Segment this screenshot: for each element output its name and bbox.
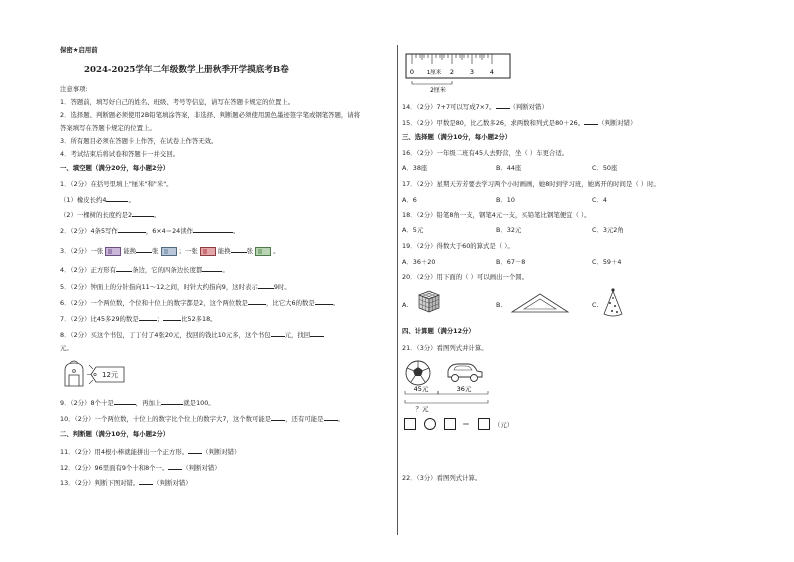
ruler-brace bbox=[412, 81, 452, 84]
question-1b bbox=[60, 210, 160, 219]
question-text: ； bbox=[156, 315, 164, 323]
section-heading: 二、判断题（满分10分，每小题2分） bbox=[60, 430, 170, 438]
option-b[interactable]: B．44座 bbox=[496, 164, 522, 172]
question-text: （判断对错） bbox=[182, 464, 221, 472]
option-c[interactable]: C．59＋4 bbox=[592, 258, 622, 266]
question-text: 5．（2分）钟面上的分针指向11～12之间，时针大约指向9，这时表示 bbox=[60, 283, 258, 291]
question-20: 20．（2分）用下面的（ ）可以画出一个圆。 bbox=[402, 273, 529, 281]
answer-blank[interactable] bbox=[315, 298, 333, 305]
operator-circle[interactable] bbox=[424, 418, 436, 430]
answer-blank[interactable] bbox=[202, 265, 222, 272]
answer-blank[interactable] bbox=[118, 226, 146, 233]
question-19: 19．（2分）得数大于60的算式是（ ）。 bbox=[402, 242, 514, 250]
question-text: （判断对错） bbox=[509, 103, 548, 111]
equals-sign: ＝ bbox=[462, 420, 470, 429]
question-6 bbox=[60, 298, 339, 307]
answer-blank[interactable] bbox=[496, 102, 510, 109]
question-text: 2．（2分）4条5写作 bbox=[60, 227, 118, 235]
answer-blank[interactable] bbox=[116, 265, 132, 272]
option-b[interactable]: B. bbox=[496, 301, 503, 309]
question-text: 13．（2分）判断下图对错。 bbox=[60, 479, 140, 487]
question-text: ，再加上 bbox=[135, 399, 162, 407]
banknote-icon bbox=[161, 247, 177, 256]
question-22: 22．（3分）看图列式计算。 bbox=[402, 474, 482, 482]
price-label: 36元 bbox=[456, 385, 472, 393]
question-text: ，还有可能是 bbox=[285, 415, 324, 423]
question-text: 3．（2分）一张 bbox=[60, 247, 104, 255]
rubiks-cube-icon bbox=[416, 288, 442, 314]
ruler-tick-label: 3 bbox=[469, 68, 475, 76]
right-column bbox=[402, 0, 742, 562]
question-text: （1）橡皮长约4 bbox=[60, 196, 107, 204]
answer-blank[interactable] bbox=[114, 398, 136, 405]
answer-box[interactable] bbox=[404, 418, 416, 430]
question-2 bbox=[60, 226, 239, 235]
answer-blank[interactable] bbox=[310, 330, 324, 337]
note-item: 1．答题前，填写好自己的姓名、班级、考号等信息，请写在答题卡规定的位置上。 bbox=[60, 98, 295, 106]
page-title: 2024-2025学年二年级数学上册秋季开学摸底考B卷 bbox=[84, 65, 289, 75]
left-column bbox=[60, 0, 398, 562]
answer-blank[interactable] bbox=[271, 414, 285, 421]
toy-car-icon bbox=[448, 364, 482, 382]
answer-blank[interactable] bbox=[132, 210, 154, 217]
question-text: 张 bbox=[152, 247, 159, 255]
banknote-icon bbox=[200, 247, 216, 256]
question-text: 10．（2分）一个两位数，十位上的数字比个位上的数字大7，这个数可能是 bbox=[60, 415, 272, 423]
ruler-illustration bbox=[404, 50, 516, 94]
ruler-body bbox=[406, 54, 510, 78]
question-1: 1．（2分）在括号里填上"厘米"和"米"。 bbox=[60, 180, 173, 188]
notes-heading: 注意事项: bbox=[60, 85, 88, 93]
question-text: 能换 bbox=[217, 247, 231, 255]
option-a[interactable]: A．36＋20 bbox=[402, 258, 436, 266]
question-text: （判断对错） bbox=[202, 448, 241, 456]
question-text: 。 bbox=[128, 196, 135, 204]
question-text: （2）一棵树的长度约是2 bbox=[60, 211, 133, 219]
total-bracket-line bbox=[405, 400, 488, 403]
banknote-icon bbox=[105, 247, 121, 256]
question-text: （判断对错） bbox=[598, 119, 637, 127]
question-8 bbox=[60, 330, 324, 339]
note-item: 2．选择题、判断题必须使用2B铅笔填涂答案，非选择、判断题必须使用黑色墨迹签字笔或钢笔答题，请将 bbox=[60, 111, 361, 119]
question-14 bbox=[402, 102, 548, 111]
option-b[interactable]: B．10 bbox=[496, 196, 515, 204]
answer-blank[interactable] bbox=[324, 414, 338, 421]
answer-box[interactable] bbox=[444, 418, 456, 430]
note-item: 答案填写在答题卡规定的位置上。 bbox=[60, 124, 156, 132]
question-10 bbox=[60, 414, 344, 423]
option-b[interactable]: B．67－8 bbox=[496, 258, 526, 266]
question-text: 比52多18。 bbox=[181, 315, 217, 323]
calculation-illustration bbox=[402, 358, 502, 414]
answer-blank[interactable] bbox=[584, 118, 598, 125]
question-3 bbox=[60, 246, 280, 256]
question-text: 能换 bbox=[123, 247, 137, 255]
answer-blank[interactable] bbox=[163, 314, 181, 321]
price-label: 45元 bbox=[413, 385, 429, 393]
option-c[interactable]: C．50座 bbox=[592, 164, 618, 172]
question-18: 18．（2分）铅笔8角一支，钢笔4元一支，买铅笔比钢笔便宜（ ）。 bbox=[402, 211, 591, 219]
question-text: 12．（2分）96里面有9个十和8个一。 bbox=[60, 464, 169, 472]
question-text: 。 bbox=[337, 415, 344, 423]
price-tag-label: 12元 bbox=[102, 371, 118, 379]
question-text: 4．（2分）正方形有 bbox=[60, 266, 117, 274]
question-text: ，比它大6的数是 bbox=[265, 299, 315, 307]
triangle-ruler-icon bbox=[510, 292, 570, 314]
question-5 bbox=[60, 282, 291, 291]
ruler-caption: 2厘米 bbox=[430, 87, 446, 94]
question-text: 。 bbox=[332, 299, 340, 307]
question-text: 9时。 bbox=[273, 283, 291, 291]
schoolbag-icon bbox=[65, 361, 83, 386]
question-17: 17．（2分）星期天芳芳要去学习两个小时画画，她8时到学习班，她离开的时间是（ ）时。 bbox=[402, 180, 660, 188]
secret-mark: 保密★启用前 bbox=[60, 46, 98, 54]
question-text: 就是100。 bbox=[183, 399, 215, 407]
option-a[interactable]: A. bbox=[402, 301, 409, 309]
answer-blank[interactable] bbox=[231, 246, 247, 253]
option-c[interactable]: C．3元2角 bbox=[592, 226, 624, 234]
answer-blank[interactable] bbox=[106, 195, 128, 202]
question-text: （判断对错） bbox=[153, 479, 192, 487]
option-a[interactable]: A．5元 bbox=[402, 226, 424, 234]
answer-blank[interactable] bbox=[168, 463, 182, 470]
answer-blank[interactable] bbox=[193, 226, 233, 233]
answer-blank[interactable] bbox=[161, 398, 183, 405]
question-7 bbox=[60, 314, 217, 323]
question-1a bbox=[60, 195, 135, 204]
unit-label: （元） bbox=[494, 421, 514, 429]
question-text: 。 bbox=[154, 211, 161, 219]
question-text: 元，找回 bbox=[284, 331, 311, 339]
question-11 bbox=[60, 447, 240, 456]
answer-blank[interactable] bbox=[188, 447, 202, 454]
answer-blank[interactable] bbox=[136, 246, 152, 253]
question-text: 9．（2分）8个十是 bbox=[60, 399, 114, 407]
question-21: 21．（3分）看图列式并计算。 bbox=[402, 344, 488, 352]
option-b[interactable]: B．32元 bbox=[496, 226, 522, 234]
question-text: 15．（2分）甲数是80，比乙数多26，求两数和列式是80＋26。 bbox=[402, 119, 585, 127]
party-hat-cone-icon bbox=[600, 287, 626, 319]
banknote-icon bbox=[255, 247, 271, 256]
question-text: 6．（2分）一个两位数，个位和十位上的数字都是2，这个两位数是 bbox=[60, 299, 248, 307]
total-label: ？元 bbox=[415, 405, 429, 413]
question-text: 张 bbox=[246, 247, 254, 255]
answer-box[interactable] bbox=[478, 418, 490, 430]
option-a[interactable]: A．6 bbox=[402, 196, 417, 204]
question-4 bbox=[60, 265, 229, 274]
question-8-end: 元。 bbox=[60, 344, 73, 352]
section-heading: 四、计算题（满分12分） bbox=[402, 327, 475, 335]
question-15 bbox=[402, 118, 636, 127]
note-item: 4．考试结束后将试卷和答题卡一并交回。 bbox=[60, 150, 180, 158]
question-12 bbox=[60, 463, 221, 472]
section-heading: 三、选择题（满分10分，每小题2分） bbox=[402, 133, 512, 141]
answer-blank[interactable] bbox=[258, 282, 274, 289]
question-text: ；一张 bbox=[178, 247, 198, 255]
option-c[interactable]: C. bbox=[592, 301, 599, 309]
answer-blank[interactable] bbox=[248, 298, 266, 305]
question-16: 16．（2分）一年级二班有45人去野营，坐（ ）车更合适。 bbox=[402, 149, 569, 157]
ruler-tick-label: 1厘米 bbox=[426, 70, 442, 76]
answer-blank[interactable] bbox=[139, 314, 157, 321]
section-heading: 一、填空题（满分20分，每小题2分） bbox=[60, 164, 170, 172]
question-text: 条边，它的四条边长度都 bbox=[132, 266, 203, 274]
question-text: ，6×4＝24读作 bbox=[145, 227, 193, 235]
ruler-tick-label: 4 bbox=[489, 68, 495, 76]
question-text: 。 bbox=[233, 227, 240, 235]
question-text: 8．（2分）买这个书包，丁丁付了4张20元，找回的钱比10元多，这个书包 bbox=[60, 331, 271, 339]
answer-blank[interactable] bbox=[271, 330, 285, 337]
soccer-ball-icon bbox=[406, 361, 430, 385]
ruler-tick-label: 2 bbox=[449, 68, 455, 76]
option-a[interactable]: A．38座 bbox=[402, 164, 428, 172]
answer-blank[interactable] bbox=[139, 478, 153, 485]
question-9 bbox=[60, 398, 215, 407]
ruler-tick-label: 0 bbox=[409, 68, 415, 76]
question-text: 。 bbox=[222, 266, 229, 274]
option-c[interactable]: C．4 bbox=[592, 196, 607, 204]
question-text: 11．（2分）用4根小棒就能拼出一个正方形。 bbox=[60, 448, 189, 456]
question-text: 14．（2分）7+7可以写成7×7。 bbox=[402, 103, 496, 111]
question-text: 。 bbox=[273, 247, 280, 255]
question-13 bbox=[60, 478, 192, 487]
note-item: 3．所有题目必须在答题卡上作答，在试卷上作答无效。 bbox=[60, 137, 218, 145]
schoolbag-illustration bbox=[60, 360, 134, 388]
question-text: 7．（2分）比45多29的数是 bbox=[60, 315, 139, 323]
